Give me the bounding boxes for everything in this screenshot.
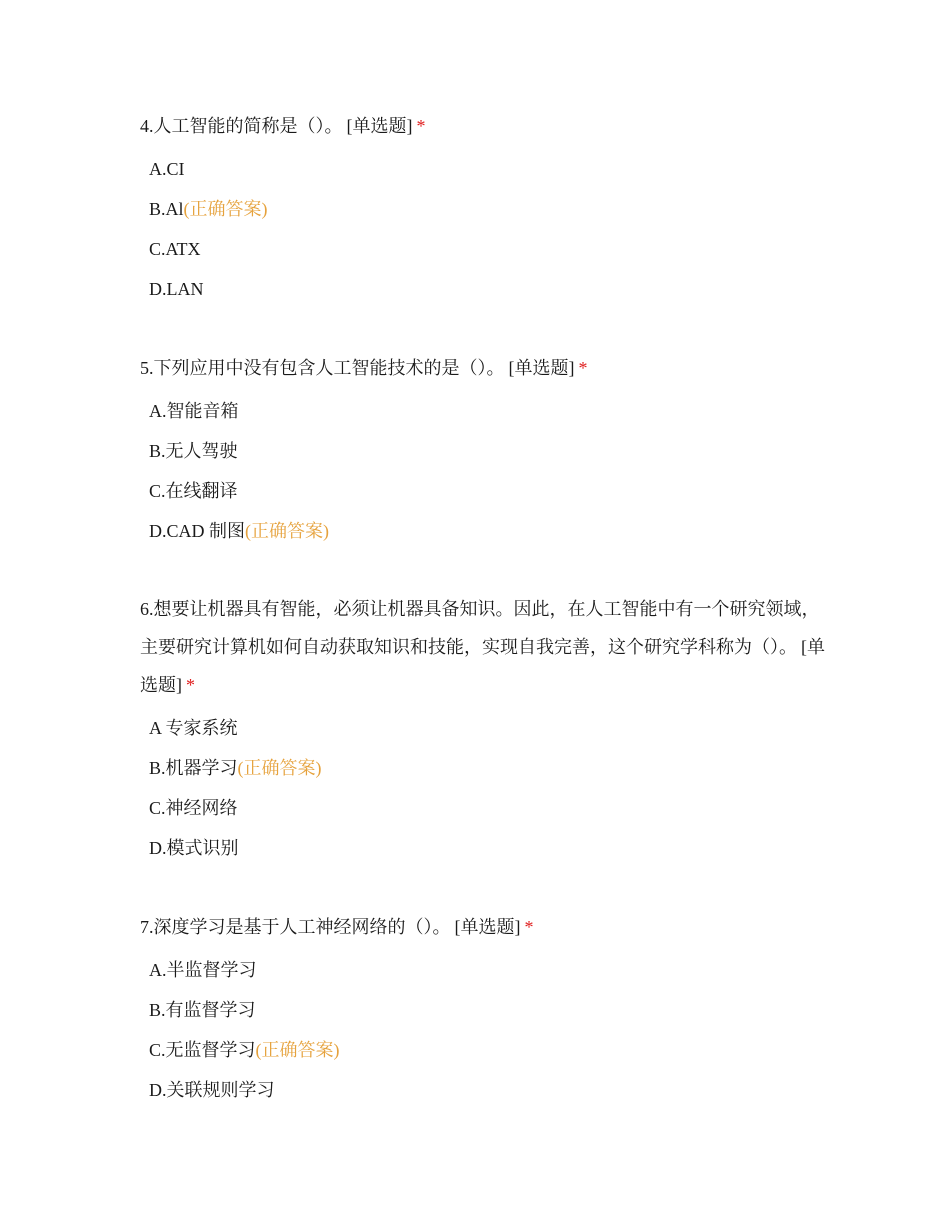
option-text: B.Al	[149, 199, 184, 219]
required-mark: *	[578, 358, 588, 378]
option-c[interactable]	[149, 788, 830, 828]
required-mark: *	[524, 917, 534, 937]
question-6	[140, 590, 830, 868]
option-text: A.半监督学习	[149, 960, 257, 980]
option-text: C.在线翻译	[149, 481, 238, 501]
option-text: D.CAD 制图	[149, 521, 246, 541]
correct-answer-label: (正确答案)	[255, 1040, 340, 1060]
question-title	[140, 590, 830, 704]
question-text: 6.想要让机器具有智能，必须让机器具备知识。因此，在人工智能中有一个研究领域，主要研究计算机如何自动获取知识和技能，实现自我完善，这个研究学科称为（）。	[140, 599, 820, 657]
option-b[interactable]	[149, 990, 830, 1030]
option-text: C.ATX	[149, 239, 201, 259]
option-a[interactable]	[149, 391, 830, 431]
question-type: [单选题]	[140, 637, 825, 695]
correct-answer-label: (正确答案)	[245, 521, 330, 541]
options-list	[140, 149, 830, 309]
option-b[interactable]	[149, 748, 830, 788]
option-text: D.模式识别	[149, 838, 239, 858]
option-c[interactable]	[149, 471, 830, 511]
question-type: [单选题]	[508, 358, 575, 378]
option-text: A.CI	[149, 159, 185, 179]
option-b[interactable]	[149, 189, 830, 229]
question-type: [单选题]	[346, 116, 413, 136]
option-text: C.无监督学习	[149, 1040, 256, 1060]
required-mark: *	[186, 675, 195, 695]
options-list	[140, 708, 830, 868]
question-title	[140, 908, 830, 946]
question-title	[140, 349, 830, 387]
question-text: 5.下列应用中没有包含人工智能技术的是（）。	[140, 358, 505, 378]
question-text: 4.人工智能的简称是（）。	[140, 116, 343, 136]
option-d[interactable]	[149, 828, 830, 868]
question-5	[140, 349, 830, 551]
question-type: [单选题]	[454, 917, 521, 937]
question-title	[140, 107, 830, 145]
option-text: A.智能音箱	[149, 401, 239, 421]
option-b[interactable]	[149, 431, 830, 471]
option-text: B.机器学习	[149, 758, 238, 778]
option-d[interactable]	[149, 1070, 830, 1110]
option-a[interactable]	[149, 950, 830, 990]
required-mark: *	[416, 116, 426, 136]
question-4	[140, 107, 830, 309]
option-text: B.无人驾驶	[149, 441, 238, 461]
correct-answer-label: (正确答案)	[237, 758, 322, 778]
option-a[interactable]	[149, 149, 830, 189]
option-d[interactable]	[149, 269, 830, 309]
options-list	[140, 391, 830, 551]
option-text: B.有监督学习	[149, 1000, 256, 1020]
option-a[interactable]	[149, 708, 830, 748]
correct-answer-label: (正确答案)	[183, 199, 268, 219]
question-text: 7.深度学习是基于人工神经网络的（）。	[140, 917, 451, 937]
option-text: C.神经网络	[149, 798, 238, 818]
option-text: A 专家系统	[149, 718, 238, 738]
option-text: D.关联规则学习	[149, 1080, 275, 1100]
option-c[interactable]	[149, 229, 830, 269]
options-list	[140, 950, 830, 1110]
option-d[interactable]	[149, 511, 830, 551]
option-text: D.LAN	[149, 279, 204, 299]
question-7	[140, 908, 830, 1110]
option-c[interactable]	[149, 1030, 830, 1070]
